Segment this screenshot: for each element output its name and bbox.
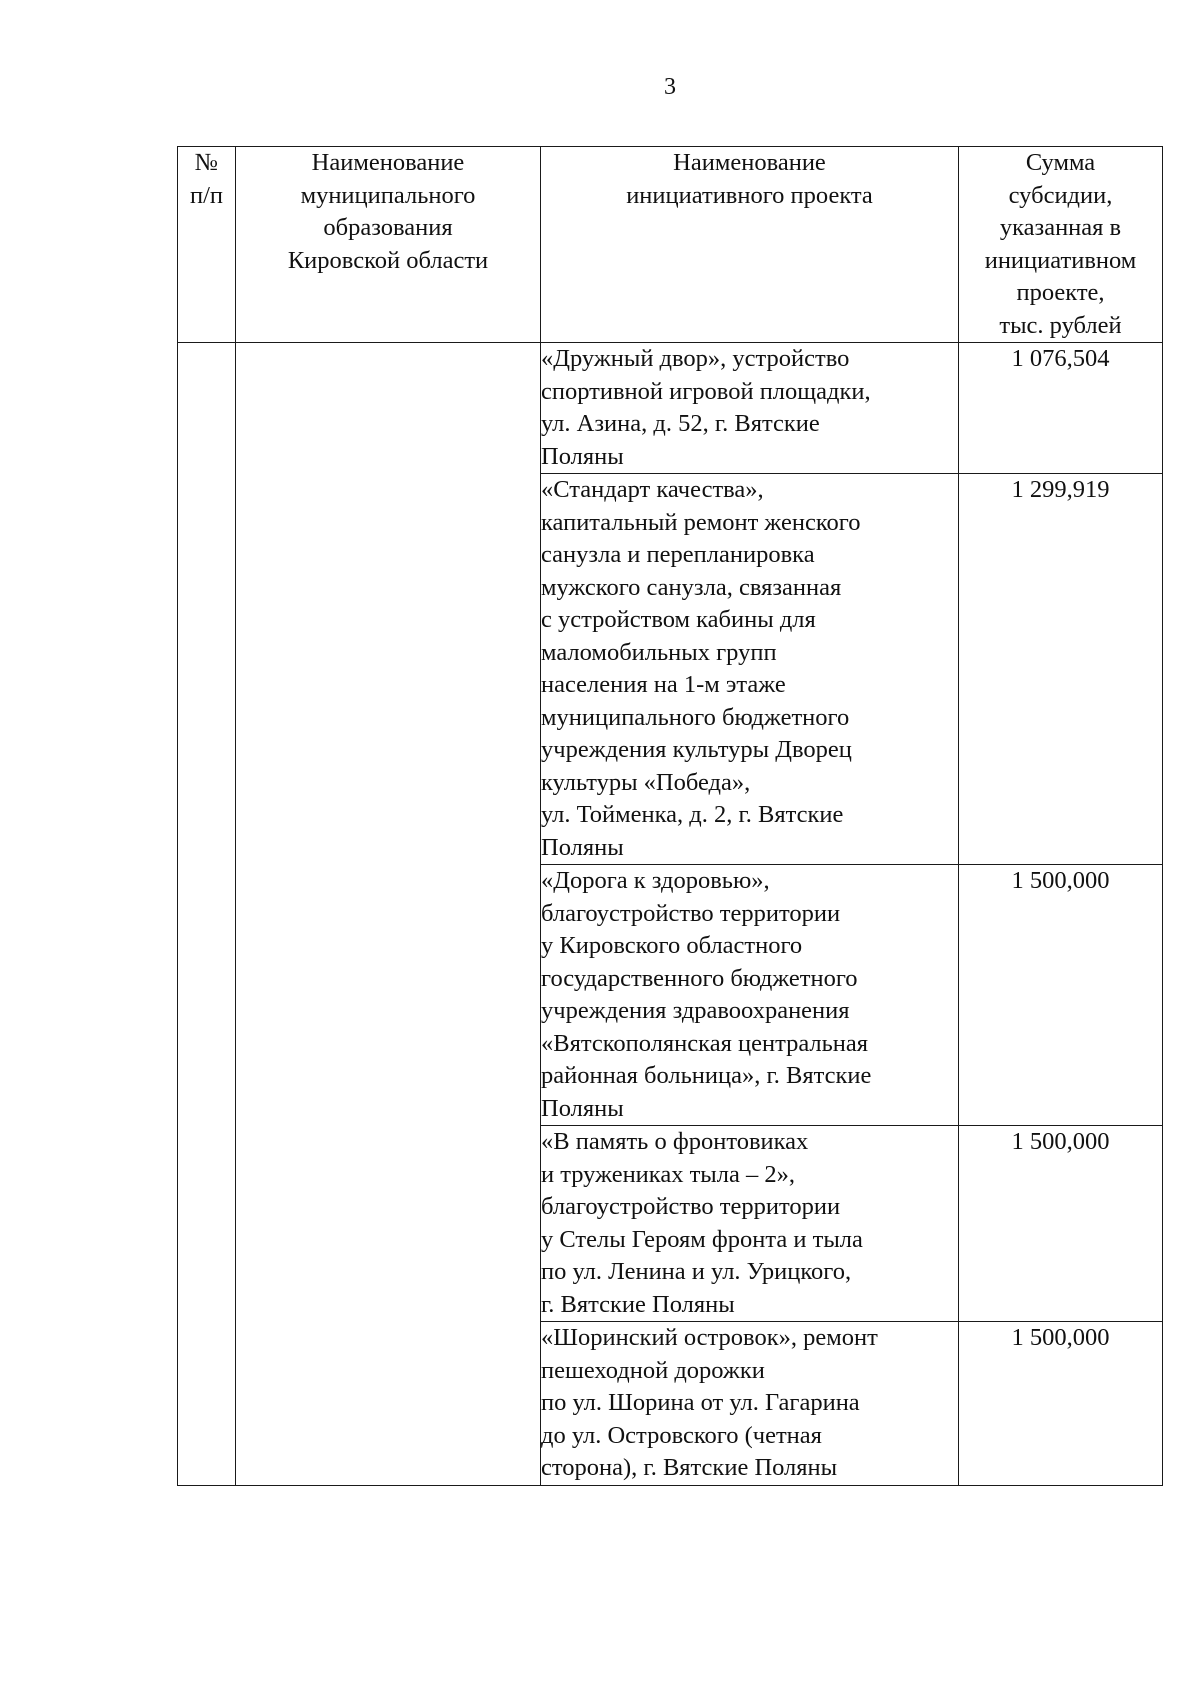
project-line: «Дружный двор», устройство xyxy=(541,345,850,372)
project-line: «Дорога к здоровью», xyxy=(541,867,770,894)
project-line: благоустройство территории xyxy=(541,899,841,927)
project-line: Поляны xyxy=(541,1094,624,1122)
header-municipality xyxy=(236,147,541,343)
num-cell-empty xyxy=(178,343,236,1486)
project-line: населения на 1-м этаже xyxy=(541,671,786,698)
project-line: и тружениках тыла – 2», xyxy=(541,1160,795,1188)
header-sum-line: указанная в xyxy=(999,214,1122,241)
header-project xyxy=(541,147,959,343)
project-line: государственного бюджетного xyxy=(541,964,858,992)
project-line: пешеходной дорожки xyxy=(541,1356,765,1384)
project-line: г. Вятские Поляны xyxy=(541,1290,735,1318)
project-line: районная больница», г. Вятские xyxy=(541,1062,872,1089)
table-header-row xyxy=(178,147,1163,343)
project-line: «Вятскополянская центральная xyxy=(541,1029,869,1057)
header-num-line: п/п xyxy=(189,181,224,209)
project-line: «В память о фронтовиках xyxy=(541,1128,809,1155)
project-cell xyxy=(541,343,959,474)
header-sum-line: тыс. рублей xyxy=(999,311,1122,339)
project-line: по ул. Ленина и ул. Урицкого, xyxy=(541,1258,852,1285)
project-line: сторона), г. Вятские Поляны xyxy=(541,1454,838,1481)
project-line: ул. Тойменка, д. 2, г. Вятские xyxy=(541,801,844,828)
municipality-cell-empty xyxy=(236,343,541,1486)
project-cell xyxy=(541,865,959,1126)
project-cell xyxy=(541,474,959,865)
header-sum-line: субсидии, xyxy=(1008,181,1113,209)
project-line: учреждения культуры Дворец xyxy=(541,736,852,763)
project-line: капитальный ремонт женского xyxy=(541,508,861,536)
project-line: Поляны xyxy=(541,442,624,470)
project-line: «Стандарт качества», xyxy=(541,476,764,503)
page-number: 3 xyxy=(664,74,676,100)
project-line: спортивной игровой площадки, xyxy=(541,377,871,405)
project-line: муниципального бюджетного xyxy=(541,703,850,731)
project-line: учреждения здравоохранения xyxy=(541,997,850,1024)
project-line: по ул. Шорина от ул. Гагарина xyxy=(541,1389,860,1416)
header-num-line: № xyxy=(194,149,219,176)
header-municipality-line: образования xyxy=(323,214,453,241)
header-sum xyxy=(959,147,1163,343)
project-line: до ул. Островского (четная xyxy=(541,1421,822,1449)
table-body xyxy=(178,343,1163,1486)
header-municipality-line: муниципального xyxy=(300,181,476,209)
sum-cell: 1 299,919 xyxy=(959,474,1163,865)
project-line: у Стелы Героям фронта и тыла xyxy=(541,1225,863,1253)
header-municipality-line: Наименование xyxy=(311,149,465,176)
sum-cell: 1 500,000 xyxy=(959,865,1163,1126)
header-sum-line: проекте, xyxy=(1016,279,1105,306)
sum-cell: 1 500,000 xyxy=(959,1126,1163,1322)
header-project-line: инициативного проекта xyxy=(626,181,873,209)
project-cell xyxy=(541,1126,959,1322)
project-line: мужского санузла, связанная xyxy=(541,573,842,601)
project-line: Поляны xyxy=(541,833,624,861)
sum-cell: 1 076,504 xyxy=(959,343,1163,474)
header-municipality-line: Кировской области xyxy=(287,246,489,274)
header-sum-line: Сумма xyxy=(1025,149,1096,176)
header-project-line: Наименование xyxy=(673,149,826,176)
project-line: санузла и перепланировка xyxy=(541,541,815,568)
project-line: с устройством кабины для xyxy=(541,606,816,633)
sum-cell: 1 500,000 xyxy=(959,1322,1163,1486)
project-line: у Кировского областного xyxy=(541,932,803,959)
table-row xyxy=(178,343,1163,474)
header-sum-line: инициативном xyxy=(984,246,1137,274)
project-line: благоустройство территории xyxy=(541,1193,841,1220)
project-line: маломобильных групп xyxy=(541,638,777,666)
project-cell xyxy=(541,1322,959,1486)
project-line: «Шоринский островок», ремонт xyxy=(541,1324,878,1351)
subsidy-table xyxy=(177,146,1163,1486)
project-line: культуры «Победа», xyxy=(541,768,751,796)
header-num xyxy=(178,147,236,343)
project-line: ул. Азина, д. 52, г. Вятские xyxy=(541,410,820,437)
